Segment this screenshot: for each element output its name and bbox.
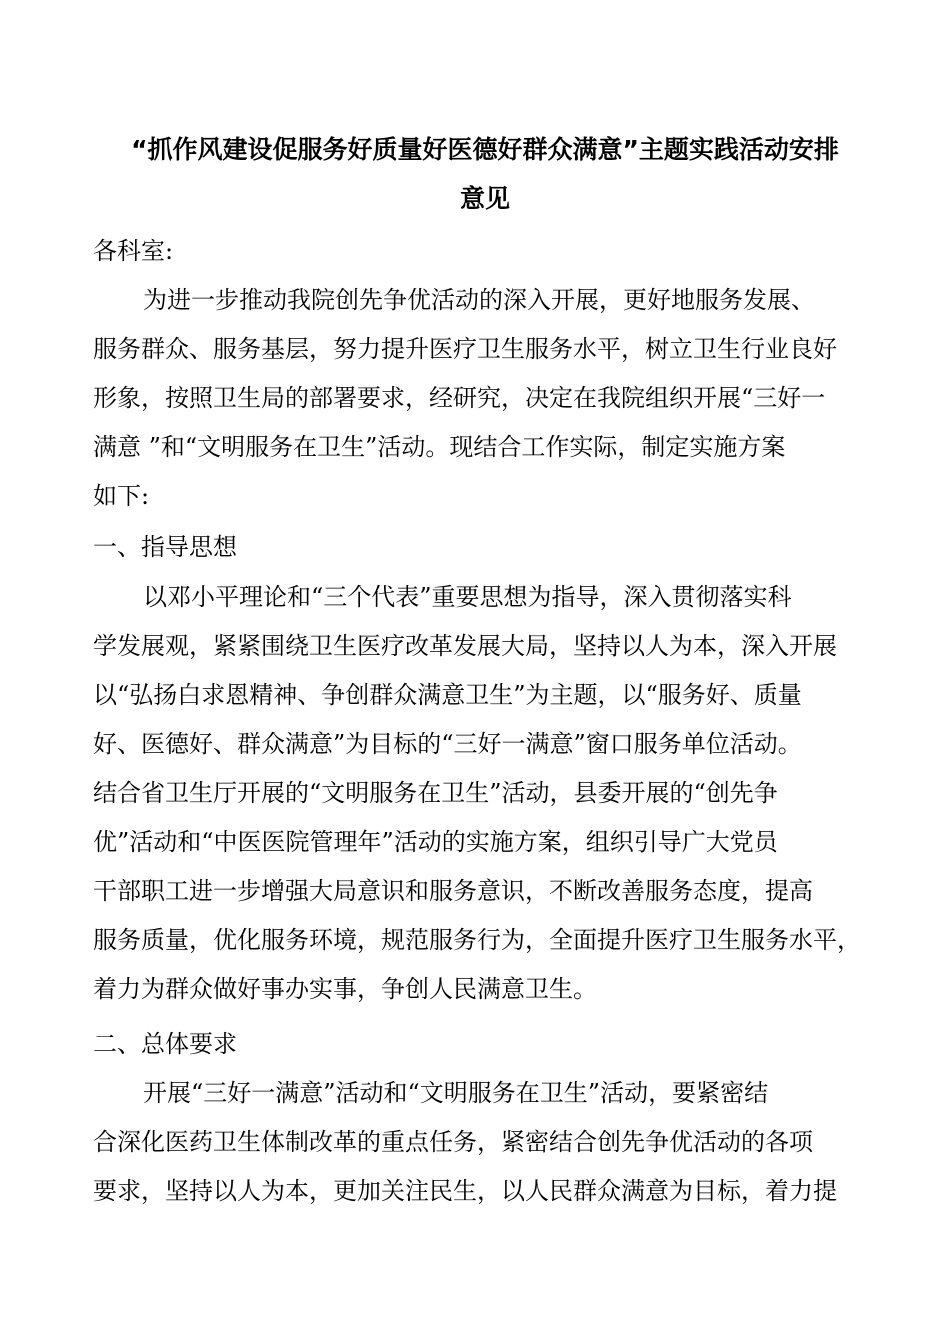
intro-line: 服务群众、服务基层，努力提升医疗卫生服务水平，树立卫生行业良好 <box>93 335 837 363</box>
intro-line: 形象，按照卫生局的部署要求，经研究，决定在我院组织开展“三好一 <box>93 384 826 412</box>
section2-line: 开展“三好一满意”活动和“文明服务在卫生”活动，要紧密结 <box>143 1079 769 1107</box>
section1-line: 干部职工进一步增强大局意识和服务意识，不断改善服务态度，提高 <box>93 877 813 905</box>
section1-line: 以邓小平理论和“三个代表”重要思想为指导，深入贯彻落实科 <box>143 583 792 611</box>
section1-line: 优”活动和“中医医院管理年”活动的实施方案，组织引导广大党员 <box>93 828 778 856</box>
document-title-line-1: “抓作风建设促服务好质量好医德好群众满意”主题实践活动安排 <box>131 135 839 164</box>
section1-line: 着力为群众做好事办实事，争创人民满意卫生。 <box>93 975 597 1003</box>
section2-line: 合深化医药卫生体制改革的重点任务，紧密结合创先争优活动的各项 <box>93 1128 813 1156</box>
intro-line: 满意 ”和“文明服务在卫生”活动。现结合工作实际，制定实施方案 <box>93 433 786 461</box>
section1-line: 结合省卫生厅开展的“文明服务在卫生”活动，县委开展的“创先争 <box>93 779 778 807</box>
section1-line: 学发展观，紧紧围绕卫生医疗改革发展大局，坚持以人为本，深入开展 <box>93 632 837 660</box>
intro-line: 为进一步推动我院创先争优活动的深入开展，更好地服务发展、 <box>143 286 815 314</box>
intro-line: 如下: <box>93 482 150 510</box>
section1-line: 以“弘扬白求恩精神、争创群众满意卫生”为主题，以“服务好、质量 <box>93 681 802 709</box>
section1-line: 服务质量，优化服务环境，规范服务行为，全面提升医疗卫生服务水平， <box>93 926 861 954</box>
salutation: 各科室: <box>93 237 174 265</box>
section-heading-guiding-ideology: 一、指导思想 <box>93 533 237 561</box>
section1-line: 好、医德好、群众满意”为目标的“三好一满意”窗口服务单位活动。 <box>93 730 802 758</box>
document-title-line-2: 意见 <box>459 184 510 213</box>
section2-line: 要求，坚持以人为本，更加关注民生，以人民群众满意为目标，着力提 <box>93 1177 837 1205</box>
section-heading-overall-requirements: 二、总体要求 <box>93 1030 237 1058</box>
